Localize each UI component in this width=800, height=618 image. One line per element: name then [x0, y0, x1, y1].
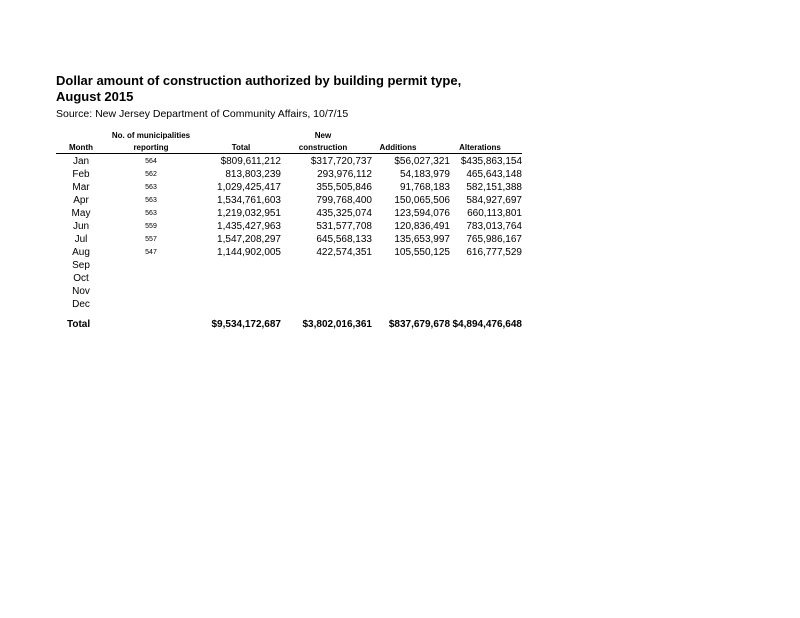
- header-municipalities-top: No. of municipalities: [111, 131, 191, 140]
- cell-additions: $56,027,321: [394, 156, 450, 167]
- table-row: [0, 168, 800, 181]
- cell-municipalities: 547: [145, 249, 157, 256]
- cell-new-construction: 422,574,351: [316, 247, 372, 258]
- table-row: [0, 285, 800, 298]
- cell-total: 1,547,208,297: [217, 234, 281, 245]
- cell-additions: 150,065,506: [394, 195, 450, 206]
- cell-municipalities: 559: [145, 223, 157, 230]
- cell-grand-total: $9,534,172,687: [211, 319, 281, 330]
- cell-total: 813,803,239: [225, 169, 281, 180]
- cell-new-construction: 531,577,708: [316, 221, 372, 232]
- table-row: [0, 220, 800, 233]
- cell-additions: 123,594,076: [394, 208, 450, 219]
- cell-alterations: 660,113,801: [467, 208, 522, 219]
- cell-municipalities: 564: [145, 158, 157, 165]
- cell-new-construction: 355,505,846: [316, 182, 372, 193]
- cell-month: Apr: [73, 195, 89, 206]
- cell-alterations: 616,777,529: [466, 247, 522, 258]
- cell-total-label: Total: [67, 319, 91, 330]
- cell-total-new-construction: $3,802,016,361: [302, 319, 372, 330]
- table-row: [0, 194, 800, 207]
- cell-total-alterations: $4,894,476,648: [452, 319, 522, 330]
- header-additions: Additions: [379, 143, 417, 152]
- page-subtitle: August 2015: [56, 89, 134, 104]
- table-row: [0, 272, 800, 285]
- cell-total-additions: $837,679,678: [388, 319, 450, 330]
- cell-alterations: 783,013,764: [466, 221, 522, 232]
- table-row: [0, 298, 800, 311]
- page-title: Dollar amount of construction authorized by building permit type,: [56, 73, 462, 88]
- cell-total: 1,534,761,603: [217, 195, 281, 206]
- cell-alterations: 765,986,167: [466, 234, 522, 245]
- cell-month: Mar: [72, 182, 90, 193]
- header-new-bottom: construction: [298, 143, 348, 152]
- cell-additions: 105,550,125: [394, 247, 450, 258]
- header-divider: [56, 153, 522, 154]
- table-row: [0, 155, 800, 168]
- totals-row: [0, 318, 800, 332]
- cell-alterations: 465,643,148: [466, 169, 522, 180]
- cell-new-construction: 435,325,074: [316, 208, 372, 219]
- table-row: [0, 259, 800, 272]
- cell-month: Sep: [72, 260, 90, 271]
- table-row: [0, 233, 800, 246]
- header-municipalities-bottom: reporting: [133, 143, 169, 152]
- cell-alterations: 584,927,697: [466, 195, 522, 206]
- cell-new-construction: $317,720,737: [310, 156, 372, 167]
- cell-total: 1,029,425,417: [217, 182, 281, 193]
- cell-municipalities: 557: [145, 236, 157, 243]
- header-alterations: Alterations: [459, 143, 501, 152]
- cell-alterations: $435,863,154: [460, 156, 522, 167]
- cell-month: Oct: [73, 273, 89, 284]
- header-month: Month: [69, 143, 93, 152]
- header-new-top: New: [314, 131, 332, 140]
- table-row: [0, 246, 800, 259]
- table-row: [0, 207, 800, 220]
- cell-month: May: [71, 208, 91, 219]
- cell-month: Dec: [72, 299, 90, 310]
- cell-total: 1,435,427,963: [217, 221, 281, 232]
- cell-municipalities: 562: [145, 171, 157, 178]
- cell-additions: 54,183,979: [399, 169, 450, 180]
- cell-municipalities: 563: [145, 197, 157, 204]
- source-note: Source: New Jersey Department of Community Affairs, 10/7/15: [56, 108, 349, 120]
- cell-month: Nov: [72, 286, 90, 297]
- cell-municipalities: 563: [145, 184, 157, 191]
- cell-new-construction: 645,568,133: [316, 234, 372, 245]
- cell-month: Jul: [74, 234, 88, 245]
- cell-total: 1,219,032,951: [217, 208, 281, 219]
- cell-month: Aug: [72, 247, 90, 258]
- cell-alterations: 582,151,388: [466, 182, 522, 193]
- cell-total: $809,611,212: [220, 156, 281, 167]
- cell-month: Jan: [72, 156, 90, 167]
- cell-additions: 135,653,997: [394, 234, 450, 245]
- cell-month: Jun: [72, 221, 90, 232]
- cell-new-construction: 293,976,112: [317, 169, 372, 180]
- header-total: Total: [231, 143, 251, 152]
- cell-total: 1,144,902,005: [217, 247, 281, 258]
- table-row: [0, 181, 800, 194]
- cell-new-construction: 799,768,400: [316, 195, 372, 206]
- cell-month: Feb: [72, 169, 90, 180]
- cell-municipalities: 563: [145, 210, 157, 217]
- cell-additions: 120,836,491: [394, 221, 450, 232]
- cell-additions: 91,768,183: [399, 182, 450, 193]
